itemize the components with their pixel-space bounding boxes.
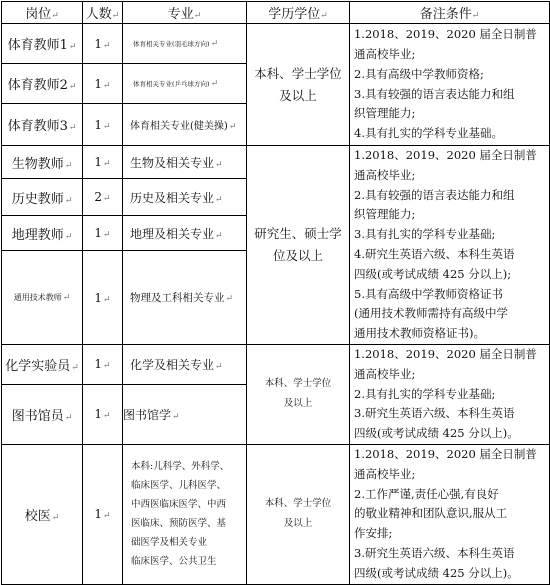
count-cell: 1↵ (83, 64, 123, 104)
header-count: 人数↵ (83, 2, 123, 24)
degree-line: 本科、学士学位 (264, 378, 332, 390)
position-cell: 图书馆员↵ (2, 384, 83, 444)
major-cell: 物理及工科相关专业↵ (123, 251, 247, 344)
position-cell: 体育教师3↵ (2, 104, 83, 146)
major-cell: 生物及相关专业↵ (123, 146, 247, 179)
header-position: 岗位↵ (2, 2, 83, 24)
count-cell: 2↵ (83, 179, 123, 216)
note-line: 四级(或考试成绩 425 分以上); (354, 266, 512, 281)
table-row (2, 344, 550, 384)
degree-line: 及以上 (283, 518, 313, 530)
major-line: 本科:儿科学、外科学、 (131, 461, 230, 473)
note-line: 通高校毕业; (354, 167, 416, 182)
note-line: 通高校毕业; (354, 46, 416, 61)
note-line: 1.2018、2019、2020 届全日制普 (354, 346, 537, 361)
major-cell (123, 444, 247, 584)
count-cell: 1↵ (83, 444, 123, 584)
major-cell: 地理及相关专业↵ (123, 216, 247, 251)
count-cell: 1↵ (83, 251, 123, 344)
position-cell: 校医↵ (2, 444, 83, 584)
degree-cell (247, 344, 350, 444)
major-line: 临床医学、公共卫生 (131, 556, 217, 568)
note-line: 1.2018、2019、2020 届全日制普 (354, 446, 537, 461)
major-cell: 体育相关专业(羽毛球方向)↵ (123, 24, 247, 64)
note-line: 通用技术教师资格证书)。 (354, 326, 485, 341)
table-row (2, 146, 550, 179)
note-line: 3.具有扎实的学科专业基础; (354, 227, 496, 242)
degree-line: 位及以上 (272, 247, 323, 263)
note-line: 织管理能力; (354, 207, 416, 222)
count-cell: 1↵ (83, 104, 123, 146)
header-row (2, 2, 550, 24)
note-line: 3.具有较强的语言表达能力和组 (354, 86, 515, 101)
notes-cell (350, 444, 550, 584)
note-line: (通用技术教师需持有高级中学 (354, 306, 508, 321)
note-line: 2.具有高级中学教师资格; (354, 66, 484, 81)
table-row (2, 24, 550, 64)
major-line: 础医学及相关专业 (131, 537, 208, 549)
major-cell: 图书馆学↵ (123, 384, 247, 444)
count-cell: 1↵ (83, 216, 123, 251)
notes-cell (350, 24, 550, 146)
major-cell: 化学及相关专业↵ (123, 344, 247, 384)
degree-cell (247, 24, 350, 146)
notes-cell (350, 344, 550, 444)
note-line: 5.具有高级中学教师资格证书 (354, 286, 503, 301)
degree-cell (247, 146, 350, 345)
note-line: 3.研究生英语六级、本科生英语 (354, 406, 515, 421)
note-line: 1.2018、2019、2020 届全日制普 (354, 148, 537, 162)
position-cell: 生物教师↵ (2, 146, 83, 179)
note-line: 2.具有扎实的学科专业基础; (354, 386, 496, 401)
count-cell: 1↵ (83, 24, 123, 64)
note-line: 四级(或考试成绩 425 分以上)。 (354, 565, 519, 580)
degree-cell (247, 444, 350, 584)
count-cell: 1↵ (83, 344, 123, 384)
header-degree: 学历学位↵ (247, 2, 350, 24)
position-cell: 通用技术教师↵ (2, 251, 83, 344)
position-cell: 体育教师1↵ (2, 24, 83, 64)
note-line: 四级(或考试成绩 425 分以上)。 (354, 426, 519, 441)
position-cell: 历史教师↵ (2, 179, 83, 216)
header-notes: 备注条件↵ (350, 2, 550, 24)
note-line: 作安排; (354, 526, 393, 541)
notes-cell (350, 146, 550, 345)
note-line: 通高校毕业; (354, 366, 416, 381)
note-line: 3.研究生英语六级、本科生英语 (354, 545, 515, 560)
major-line: 临床医学、儿科医学、 (131, 480, 227, 492)
count-cell: 1↵ (83, 384, 123, 444)
degree-line: 及以上 (283, 398, 313, 410)
major-line: 医临床、预防医学、基 (131, 518, 227, 530)
position-cell: 化学实验员↵ (2, 344, 83, 384)
recruitment-table (1, 1, 550, 585)
note-line: 1.2018、2019、2020 届全日制普 (354, 27, 537, 42)
note-line: 2.具有较强的语言表达能力和组 (354, 187, 515, 202)
major-cell: 历史及相关专业↵ (123, 179, 247, 216)
note-line: 4.具有扎实的学科专业基础。 (354, 126, 503, 141)
position-cell: 地理教师↵ (2, 216, 83, 251)
major-cell: 体育相关专业(健美操)↵ (123, 104, 247, 146)
major-cell: 体育相关专业(乒乓球方向)↵ (123, 64, 247, 104)
note-line: 通高校毕业; (354, 466, 416, 481)
header-major: 专业↵ (123, 2, 247, 24)
position-cell: 体育教师2↵ (2, 64, 83, 104)
note-line: 织管理能力; (354, 106, 416, 121)
degree-line: 研究生、硕士学 (254, 225, 342, 241)
degree-line: 本科、学士学位 (264, 498, 332, 510)
note-line: 2.工作严谨,责任心强,有良好 (354, 486, 499, 501)
degree-line: 本科、学士学位 (254, 65, 342, 81)
note-line: 的敬业精神和团队意识,服从工 (354, 506, 508, 521)
note-line: 4.研究生英语六级、本科生英语 (354, 246, 515, 261)
major-line: 中西医临床医学、中西 (131, 499, 227, 511)
degree-line: 及以上 (279, 87, 317, 103)
count-cell: 1↵ (83, 146, 123, 179)
table-row (2, 444, 550, 584)
